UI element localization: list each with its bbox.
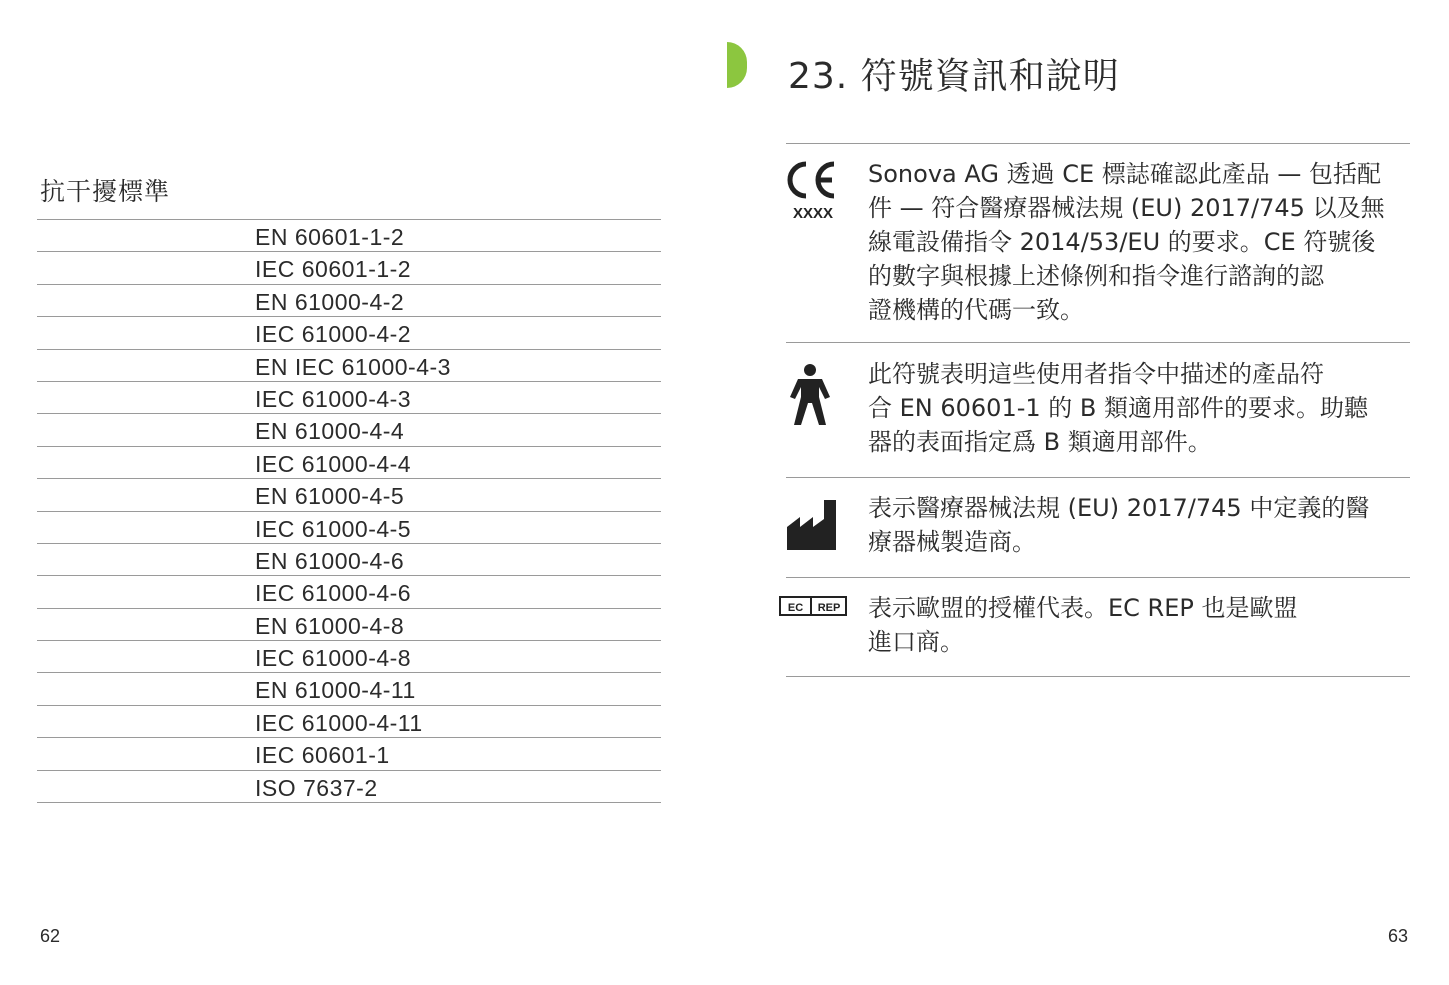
standards-list xyxy=(37,219,661,803)
divider xyxy=(786,143,1410,144)
list-item xyxy=(37,220,661,252)
ce-description xyxy=(868,157,1413,327)
standard-label: EN 61000-4-11 xyxy=(255,677,416,704)
standard-label: IEC 60601-1-2 xyxy=(255,256,412,283)
standard-label: IEC 61000-4-2 xyxy=(255,321,412,348)
text-line: 的數字與根據上述條例和指令進行諮詢的認 xyxy=(868,262,1324,290)
text-line: 表示歐盟的授權代表。EC REP 也是歐盟 xyxy=(868,594,1298,622)
standard-label: IEC 60601-1 xyxy=(255,742,390,769)
list-item xyxy=(37,479,661,511)
section-heading: 抗干擾標準 xyxy=(40,177,171,206)
chapter-tab-marker xyxy=(727,42,747,88)
standard-label: IEC 61000-4-3 xyxy=(255,385,412,412)
list-item xyxy=(37,285,661,317)
standard-label: IEC 61000-4-11 xyxy=(255,709,423,736)
standard-label: EN 60601-1-2 xyxy=(255,224,405,250)
list-item xyxy=(37,252,661,284)
text-line: 器的表面指定爲 B 類適用部件。 xyxy=(868,428,1212,456)
list-item xyxy=(37,771,661,803)
page-number: 63 xyxy=(1388,926,1409,946)
list-item xyxy=(37,382,661,414)
standard-label: EN 61000-4-5 xyxy=(255,483,405,510)
type-b-applied-part-icon xyxy=(788,363,832,427)
list-item xyxy=(37,350,661,382)
divider xyxy=(786,577,1410,578)
ec-rep-icon xyxy=(779,596,847,616)
type-b-description xyxy=(868,357,1413,459)
list-item xyxy=(37,544,661,576)
text-line: 療器械製造商。 xyxy=(868,528,1036,556)
text-line: 合 EN 60601-1 的 B 類適用部件的要求。助聽 xyxy=(868,394,1369,422)
list-item xyxy=(37,738,661,770)
standard-label: EN 61000-4-8 xyxy=(255,612,405,639)
list-item xyxy=(37,673,661,705)
standard-label: EN IEC 61000-4-3 xyxy=(255,353,451,380)
manufacturer-icon xyxy=(786,497,842,551)
manufacturer-description xyxy=(868,491,1413,559)
standard-label: EN 61000-4-2 xyxy=(255,288,405,315)
text-line: 表示醫療器械法規 (EU) 2017/745 中定義的醫 xyxy=(868,494,1370,522)
list-item xyxy=(37,609,661,641)
ce-number-label: XXXX xyxy=(792,205,834,220)
standard-label: IEC 61000-4-6 xyxy=(255,580,412,607)
standard-label: ISO 7637-2 xyxy=(255,774,378,801)
standard-label: IEC 61000-4-5 xyxy=(255,515,412,542)
text-line: 進口商。 xyxy=(868,628,964,656)
ce-mark-icon xyxy=(786,160,846,220)
list-item xyxy=(37,512,661,544)
chapter-title: 23. 符號資訊和說明 xyxy=(788,56,1120,97)
text-line: 此符號表明這些使用者指令中描述的產品符 xyxy=(868,360,1324,388)
text-line: 線電設備指令 2014/53/EU 的要求。CE 符號後 xyxy=(868,228,1376,256)
text-line: Sonova AG 透過 CE 標誌確認此產品 — 包括配 xyxy=(868,160,1382,188)
page-number: 62 xyxy=(40,926,61,946)
standard-label: EN 61000-4-6 xyxy=(255,547,405,574)
ec-label: EC xyxy=(787,602,804,614)
list-item xyxy=(37,447,661,479)
list-item xyxy=(37,641,661,673)
divider xyxy=(786,477,1410,478)
list-item xyxy=(37,576,661,608)
standard-label: IEC 61000-4-4 xyxy=(255,450,412,477)
divider xyxy=(786,676,1410,677)
text-line: 件 — 符合醫療器械法規 (EU) 2017/745 以及無 xyxy=(868,194,1385,222)
list-item xyxy=(37,317,661,349)
rep-label: REP xyxy=(817,602,841,614)
standard-label: EN 61000-4-4 xyxy=(255,418,405,445)
ec-rep-description xyxy=(868,591,1413,659)
standard-label: IEC 61000-4-8 xyxy=(255,645,412,672)
divider xyxy=(786,342,1410,343)
text-line: 證機構的代碼一致。 xyxy=(868,296,1084,324)
left-page xyxy=(37,0,661,985)
list-item xyxy=(37,706,661,738)
list-item xyxy=(37,414,661,446)
